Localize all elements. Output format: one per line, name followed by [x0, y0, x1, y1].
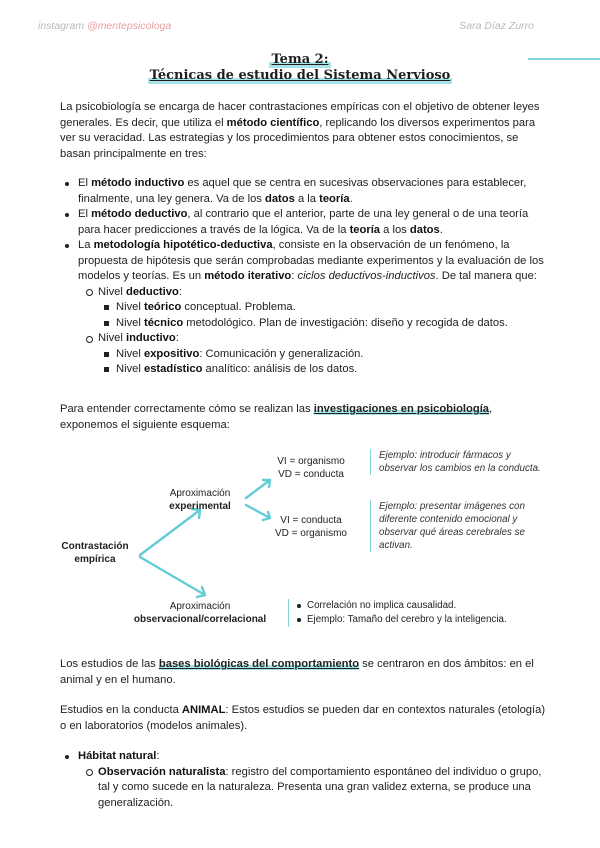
list-item-deductive: El método deductivo, al contrario que el anterior, parte de una ley general o de una teoría para hacer predicciones a través de la lógica. Va de la teoría a los datos.: [60, 207, 550, 238]
research-highlight: investigaciones en psicobiología: [313, 403, 490, 415]
arrow-to-experimental: [140, 510, 200, 555]
bases-paragraph: Los estudios de las bases biológicas del comportamiento se centraron en dos ámbitos: en el animal y en el humano.: [60, 658, 534, 686]
list-item-nivel-inductivo: Nivel inductivo:: [60, 331, 550, 347]
title-line-2: Técnicas de estudio del Sistema Nervioso: [149, 68, 451, 83]
habitat-list: [60, 749, 550, 811]
research-paragraph: Para entender correctamente cómo se realizan las investigaciones en psicobiología, exponemos el siguiente esquema:: [60, 403, 493, 431]
bases-highlight: bases biológicas del comportamiento: [158, 658, 360, 670]
intro-text: La psicobiología se encarga de hacer contrastaciones empíricas con el objetivo de obtener leyes generales. Es decir, que utiliza el: [60, 101, 540, 129]
animal-paragraph: Estudios en la conducta ANIMAL: Estos estudios se pueden dar en contextos naturales (etología) o en laboratorios (modelos animales).: [60, 704, 546, 732]
list-item-habitat: Hábitat natural:: [60, 749, 550, 765]
list-item: Ejemplo: Tamaño del cerebro y la inteligencia.: [295, 613, 507, 627]
arrow-to-branch-1: [246, 480, 270, 498]
list-item-expositivo: Nivel expositivo: Comunicación y generalización.: [60, 347, 550, 363]
diagram-example-2: Ejemplo: presentar imágenes con diferente contenido emocional y observar qué áreas cerebrales se activan.: [370, 500, 549, 552]
list-item: Correlación no implica causalidad.: [295, 599, 507, 613]
diagram-example-1: Ejemplo: introducir fármacos y observar los cambios en la conducta.: [370, 449, 541, 475]
intro-text-2: , replicando los diversos experimentos para ver su veracidad. Las estrategias y los procedimientos para obtener estos conocimientos, se basan principalmente en tres:: [60, 116, 536, 160]
list-item-hypothetic: La metodología hipotético-deductiva, consiste en la observación de un fenómeno, la propuesta de hipótesis que serán comprobadas mediante experimentos y la evaluación de los modelos y teorías. Es un método iterativo: ciclos deductivos-inductivos. De tal manera que:: [60, 238, 550, 285]
header-author: Sara Díaz Zurro: [459, 20, 534, 32]
diagram-observational: Aproximación observacional/correlacional: [133, 601, 267, 625]
title-line-1: Tema 2:: [271, 52, 329, 67]
list-item-teorico: Nivel teórico conceptual. Problema.: [60, 300, 550, 316]
intro-bold: método científico: [226, 116, 320, 129]
diagram-experimental: Aproximación experimental: [169, 488, 231, 512]
list-item-estadistico: Nivel estadístico analítico: análisis de los datos.: [60, 362, 550, 378]
list-item-tecnico: Nivel técnico metodológico. Plan de investigación: diseño y recogida de datos.: [60, 316, 550, 332]
diagram-root: Contrastación empírica: [61, 541, 129, 565]
diagram-branch-2: VI = conducta VD = organismo: [275, 515, 347, 539]
list-item-inductive: El método inductivo es aquel que se centra en sucesivas observaciones para establecer, finalmente, una ley genera. Va de los datos a la teoría.: [60, 176, 550, 207]
diagram-observational-notes: [288, 599, 507, 627]
arrow-to-observational: [140, 557, 205, 595]
instagram-handle[interactable]: @mentepsicologa: [87, 20, 172, 32]
list-item-nivel-deductivo: Nivel deductivo:: [60, 285, 550, 301]
instagram-label: instagram: [38, 20, 85, 32]
arrow-to-branch-2: [246, 505, 270, 518]
diagram-branch-1: VI = organismo VD = conducta: [277, 456, 345, 480]
list-item-naturalist: Observación naturalista: registro del comportamiento espontáneo del individuo o grupo, tal y como sucede en la naturaleza. Presenta una gran validez externa, se produce una generalización.: [60, 765, 550, 812]
